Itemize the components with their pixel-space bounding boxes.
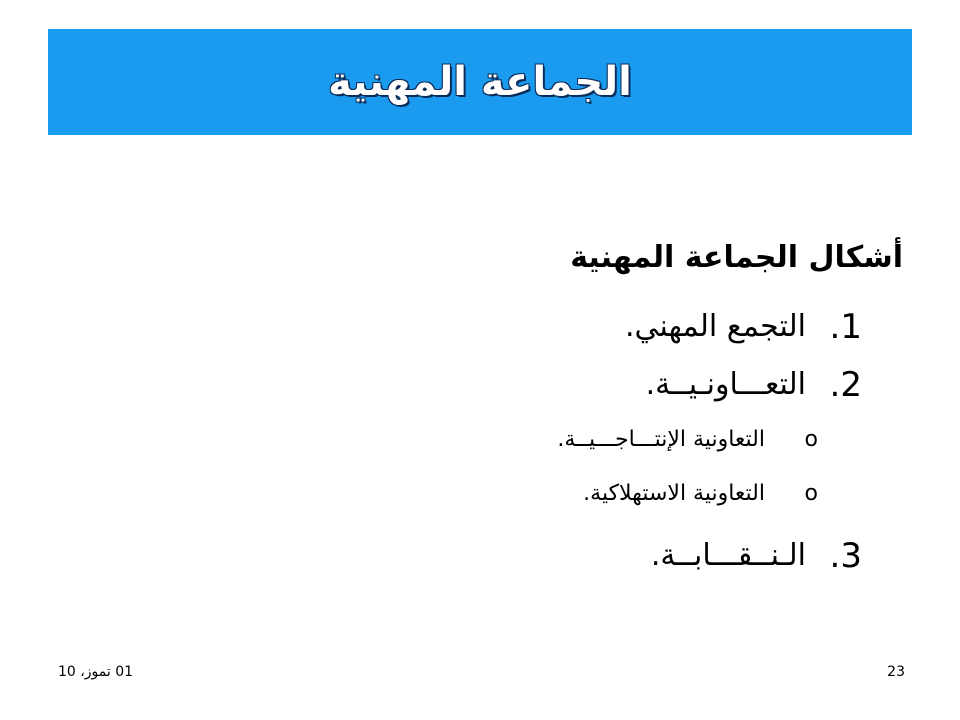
list-item	[0, 363, 960, 407]
list-item-text: التعـــاونـيــة.	[645, 367, 806, 402]
list-item-text: التجمع المهني.	[625, 309, 806, 344]
list-item	[0, 534, 960, 578]
bullet-marker: o	[804, 481, 818, 506]
slide-title: الجماعة المهنية	[328, 59, 632, 105]
title-bar	[48, 29, 912, 135]
sub-list-item-text: التعاونية الإنتـــاجـــيــة.	[557, 427, 765, 452]
list-item	[0, 305, 960, 349]
sub-list-item	[0, 424, 960, 456]
sub-list-item	[0, 478, 960, 510]
content-heading: أشكال الجماعة المهنية	[570, 240, 903, 275]
list-number: 1.	[829, 307, 862, 347]
list-item-text: الـنــقـــابــة.	[650, 538, 806, 573]
list-number: 2.	[829, 365, 862, 405]
list-number: 3.	[829, 536, 862, 576]
footer-date: 01 تموز، 10	[58, 664, 134, 680]
bullet-marker: o	[804, 427, 818, 452]
sub-list-item-text: التعاونية الاستهلاكية.	[583, 481, 765, 506]
slide-number: 23	[887, 664, 905, 680]
